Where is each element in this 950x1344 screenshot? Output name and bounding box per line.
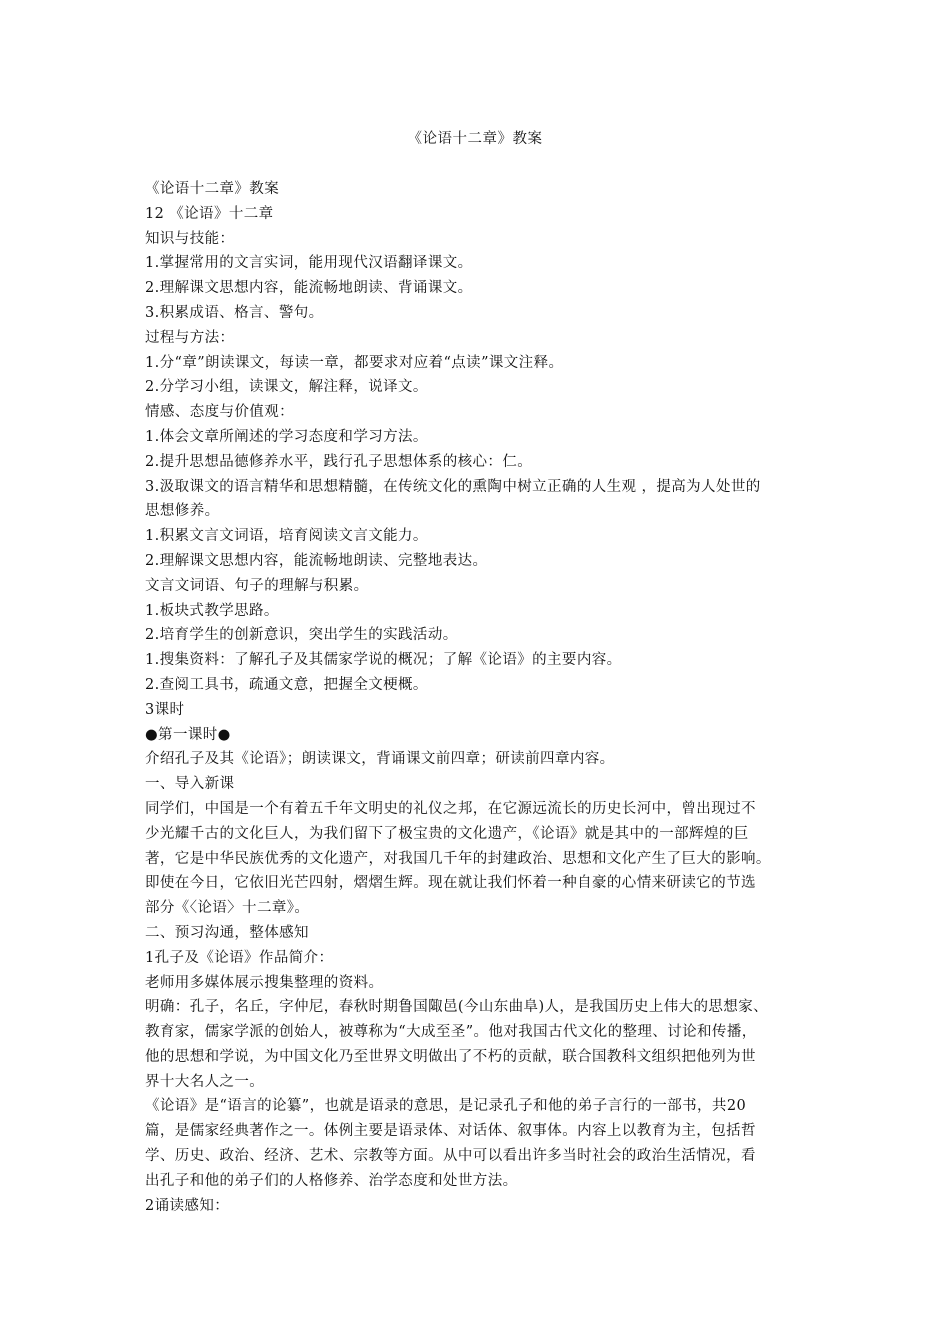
body-line: 学、历史、政治、经济、艺术、宗教等方面。从中可以看出许多当时社会的政治生活情况，看 (145, 1148, 756, 1165)
body-line: 1孔子及《论语》作品简介： (145, 949, 334, 966)
body-line: 12 《论语》十二章 (145, 205, 274, 222)
body-line: 介绍孔子及其《论语》；朗读课文，背诵课文前四章；研读前四章内容。 (145, 751, 615, 768)
body-line: 文言文词语、句子的理解与积累。 (145, 577, 369, 594)
body-line: 3课时 (145, 701, 185, 718)
body-line: 即使在今日，它依旧光芒四射，熠熠生辉。现在就让我们怀着一种自豪的心情来研读它的节选 (145, 875, 756, 892)
body-line: 《论语》是“语言的论纂”，也就是语录的意思，是记录孔子和他的弟子言行的一部书，共20 (145, 1098, 747, 1115)
body-line: 1.积累文言文词语，培育阅读文言文能力。 (145, 528, 428, 545)
body-line: 界十大名人之一。 (145, 1073, 265, 1090)
body-line: 少光耀千古的文化巨人，为我们留下了极宝贵的文化遗产，《论语》就是其中的一部辉煌的巨 (145, 825, 749, 842)
document-body (145, 177, 813, 1218)
body-line: 《论语十二章》教案 (145, 181, 280, 197)
body-line: 2.理解课文思想内容，能流畅地朗读、背诵课文。 (145, 280, 473, 297)
body-line: 著，它是中华民族优秀的文化遗产，对我国几千年的封建政治、思想和文化产生了巨大的影响。 (145, 850, 771, 867)
body-line: 2诵读感知： (145, 1197, 230, 1214)
section-heading: 知识与技能： (145, 230, 235, 247)
body-line: 部分《〈论语〉十二章》。 (145, 900, 310, 917)
section-heading: 二、预习沟通，整体感知 (145, 924, 309, 941)
body-line: 2.分学习小组，读课文，解注释，说译文。 (145, 379, 428, 396)
body-line: 出孔子和他的弟子们的人格修养、治学态度和处世方法。 (145, 1172, 518, 1189)
lesson-heading: ●第一课时● (145, 726, 231, 743)
body-line: 2.查阅工具书，疏通文意，把握全文梗概。 (145, 676, 428, 693)
body-line: 1.搜集资料：了解孔子及其儒家学说的概况；了解《论语》的主要内容。 (145, 652, 622, 669)
body-line: 思想修养。 (145, 503, 220, 520)
body-line: 同学们，中国是一个有着五千年文明史的礼仪之邦，在它源远流长的历史长河中，曾出现过不 (145, 800, 756, 817)
section-heading: 过程与方法： (145, 329, 235, 346)
body-line: 1.掌握常用的文言实词，能用现代汉语翻译课文。 (145, 255, 473, 272)
body-line: 2.理解课文思想内容，能流畅地朗读、完整地表达。 (145, 552, 488, 569)
body-line: 3.汲取课文的语言精华和思想精髓，在传统文化的熏陶中树立正确的人生观 ，提高为人处世的 (145, 478, 761, 495)
body-line: 1.分“章”朗读课文，每读一章，都要求对应着“点读”课文注释。 (145, 354, 564, 371)
body-line: 明确：孔子，名丘，字仲尼，春秋时期鲁国陬邑(今山东曲阜)人，是我国历史上伟大的思想家、 (145, 999, 769, 1016)
section-heading: 情感、态度与价值观： (145, 404, 294, 421)
body-line: 他的思想和学说，为中国文化乃至世界文明做出了不朽的贡献，联合国教科文组织把他列为世 (145, 1048, 756, 1065)
body-line: 教育家，儒家学派的创始人，被尊称为“大成至圣”。他对我国古代文化的整理、讨论和传播， (145, 1024, 757, 1041)
body-line: 2.提升思想品德修养水平，践行孔子思想体系的核心：仁。 (145, 453, 533, 470)
section-heading: 一、导入新课 (145, 776, 235, 793)
body-line: 3.积累成语、格言、警句。 (145, 304, 324, 321)
body-line: 1.体会文章所阐述的学习态度和学习方法。 (145, 428, 428, 445)
body-line: 1.板块式教学思路。 (145, 602, 279, 619)
body-line: 2.培育学生的创新意识，突出学生的实践活动。 (145, 627, 458, 644)
document-title: 《论语十二章》教案 (407, 131, 543, 147)
body-line: 老师用多媒体展示搜集整理的资料。 (145, 974, 384, 991)
body-line: 篇，是儒家经典著作之一。体例主要是语录体、对话体、叙事体。内容上以教育为主，包括哲 (145, 1123, 756, 1140)
